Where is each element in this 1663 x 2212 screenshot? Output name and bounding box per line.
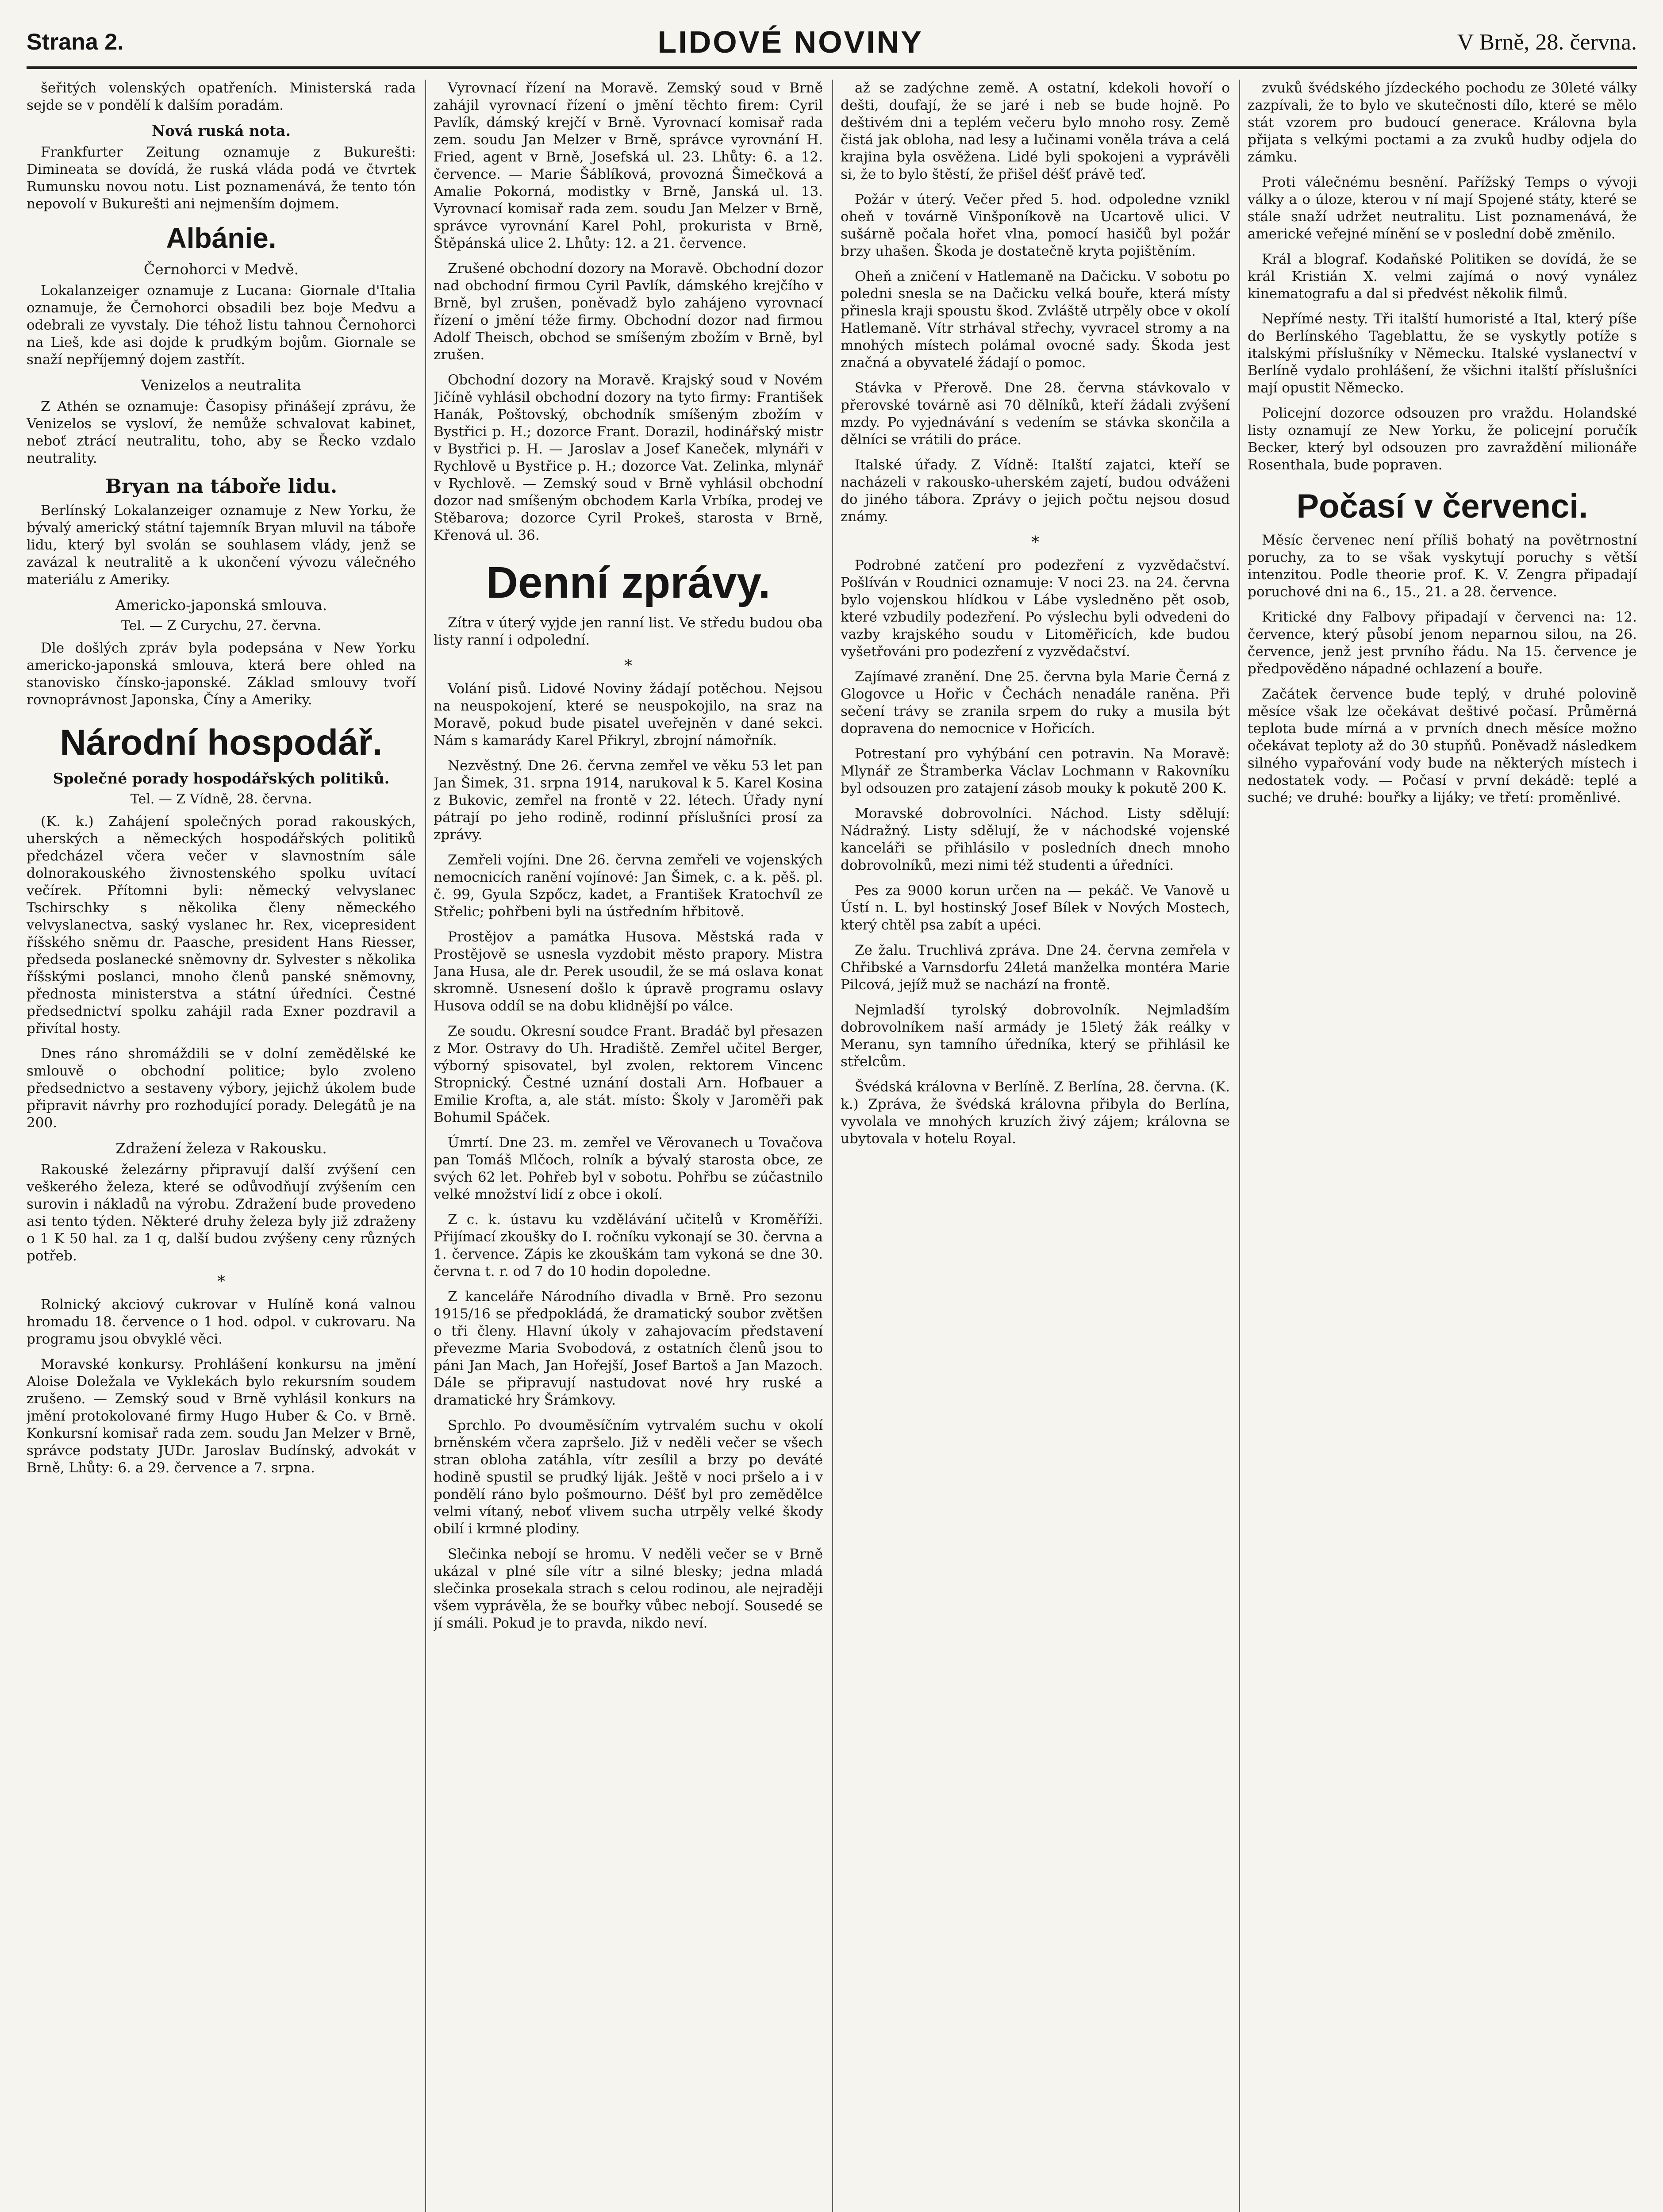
article-text: Volání pisů. Lidové Noviny žádají potěchou. Nejsou na neuspokojení, které se neuspokojilo, na sraz na Moravě, pokud bude pisatel uveřejněn v dané sekci. Nám s kamarády Karel Přikryl, zbrojní námořník.	[434, 681, 823, 749]
dateline: Tel. — Z Vídně, 28. června.	[130, 791, 312, 807]
article-text: Úmrtí. Dne 23. m. zemřel ve Věrovanech u Tovačova pan Tomáš Mlčoch, rolník a bývalý starosta obce, ze svých 62 let. Pohřeb byl v sobotu. Pohřbu se zúčastnilo velké množství lidí z obce i okolí.	[434, 1135, 823, 1202]
section-heading: Bryan na táboře lidu.	[105, 475, 338, 498]
separator: *	[624, 657, 632, 675]
article-text: Moravské konkursy. Prohlášení konkursu na jmění Aloise Doležala ve Vyklekách bylo rekursním soudem zrušeno. — Zemský soud v Brně vyhlásil konkurs na jmění protokolované firmy Hugo Huber & Co. v Brně. Konkursní komisař rada zem. soudu Jan Melzer v Brně, správce podstaty JUDr. Jaroslav Budínský, advokát v Brně, Lhůty: 6. a 29. července a 7. srpna.	[27, 1356, 416, 1476]
newspaper-title: LIDOVÉ NOVINY	[657, 25, 923, 59]
dateline: Tel. — Z Curychu, 27. června.	[121, 618, 321, 634]
article-text: Zajímavé zranění. Dne 25. června byla Marie Černá z Glogovce u Hořic v Čechách nenadále raněna. Při sečení trávy se zranila srpem do ruky a musila být dopravena do nemocnice v Hořicích.	[841, 669, 1230, 737]
article-text: Rakouské železárny připravují další zvýšení cen veškerého železa, které se odůvodňují zvýšením cen surovin i nákladů na výrobu. Zdražení bude provedeno asi tento týden. Některé druhy železa byly již zdraženy o 1 K 50 hal. za 1 q, další budou zvýšeny ceny různých potřeb.	[27, 1162, 416, 1264]
masthead	[27, 18, 1637, 69]
article-text: Italské úřady. Z Vídně: Italští zajatci, kteří se nacházeli v rakousko-uherském zajetí, budou odváženi do jiného tábora. Zprávy o jejich počtu nejsou dosud známy.	[841, 457, 1230, 525]
section-subtitle: Společné porady hospodářských politiků.	[53, 770, 390, 787]
column-rule	[1239, 80, 1240, 2212]
article-text: Berlínský Lokalanzeiger oznamuje z New Yorku, že bývalý americký státní tajemník Bryan mluvil na táboře lidu, který byl svolán se souhlasem vlády, jenž se zavázal k neutralitě a k ukončení vývozu válečného materiálu z Ameriky.	[27, 503, 416, 588]
newspaper-page	[27, 18, 1637, 2212]
section-subtitle: Americko-japonská smlouva.	[115, 596, 327, 614]
article-text: Ze žalu. Truchlivá zpráva. Dne 24. června zemřela v Chřibské a Varnsdorfu 24letá manželka montéra Marie Pilcová, jejíž muž se nachází na frontě.	[841, 942, 1230, 993]
article-text: Dnes ráno shromáždili se v dolní zemědělské ke smlouvě o obchodní politice; bylo zvoleno předsednictvo a sestaveny výbory, jejichž úkolem bude připravit návrhy pro rozhodující porady. Delegátů je na 200.	[27, 1046, 416, 1131]
column-3	[841, 80, 1230, 2212]
article-text: Lokalanzeiger oznamuje z Lucana: Giornale d'Italia oznamuje, že Černohorci obsadili bez boje Medvu a odebrali ze vyvstaly. Die téhož listu tahnou Černohorci na Lieš, kde asi dojde k prudkým bojům. Giornale se snaží nepříjemný dojem zastřít.	[27, 283, 416, 368]
article-text: Slečinka nebojí se hromu. V neděli večer se v Brně ukázal v plné síle vítr a silné blesky; jedna mladá slečinka prosekala strach s celou rodinou, ale nejraději všem vyprávěla, že se bouřky vůbec nebojí. Sousedé se jí smáli. Pokud je to pravda, nikdo neví.	[434, 1546, 823, 1631]
separator: *	[217, 1273, 225, 1291]
article-text: (K. k.) Zahájení společných porad rakouských, uherských a německých hospodářských politiků předcházel včera večer v slavnostním sále dolnorakouského živnostenského spolku uvítací večírek. Přítomni byli: německý velvyslanec Tschirschky s několika členy německého velvyslanectva, saský vyslanec hr. Rex, vicepresident říšského sněmu dr. Paasche, president Hans Riesser, předseda poslanecké sněmovny dr. Sylvester s několika říšskými poslanci, mnoho členů panské sněmovny, přednosta ministerstva a státní úředníci. Čestné předsednictví spolku zahájil rada Exner pozdravil a přivítal hosty.	[27, 814, 416, 1037]
section-heading: Albánie.	[166, 222, 277, 254]
article-text: Podrobné zatčení pro podezření z vyzvědačství. Pošlíván v Roudnici oznamuje: V noci 23. na 24. června bylo vojenskou hlídkou v Lábe vysledněno pět osob, které vzbudily podezření. Po výslechu byli odvedeni do vazby krajského soudu v Litoměřicích, kde budou vyšetřováni pro podezření z vyzvědačství.	[841, 557, 1230, 660]
article-text: Moravské dobrovolníci. Náchod. Listy sdělují: Nádražný. Listy sdělují, že v náchodské vojenské kanceláři se přihlásilo v posledních dnech mnoho dobrovolníků, mezi nimi též studenti a úředníci.	[841, 806, 1230, 873]
article-text: Sprchlo. Po dvouměsíčním vytrvalém suchu v okolí brněnském včera zapršelo. Již v neděli večer se všech stran obloha zatáhla, vítr zesílil a brzy po deváté hodině spustil se prudký liják. Ještě v noci pršelo a i v pondělí ráno bylo pošmourno. Déšť byl pro zemědělce velmi vítaný, neboť vlivem sucha utrpěly velké škody obilí i krmné plodiny.	[434, 1417, 823, 1537]
article-text: šeřitých volenských opatřeních. Ministerská rada sejde se v pondělí k dalším poradám.	[27, 80, 416, 113]
article-text: Policejní dozorce odsouzen pro vraždu. Holandské listy oznamují ze New Yorku, že policejní poručík Becker, který byl odsouzen pro zavraždění milionáře Rosenthala, bude popraven.	[1248, 405, 1637, 473]
column-2	[434, 80, 823, 2212]
article-text: Dle došlých zpráv byla podepsána v New Yorku americko-japonská smlouva, která bere ohled na stanovisko čínsko-japonské. Základ smlouvy tvoří rovnoprávnost Japonska, Číny a Ameriky.	[27, 640, 416, 708]
column-1	[27, 80, 416, 2212]
article-text: Zítra v úterý vyjde jen ranní list. Ve středu budou oba listy ranní i odpolední.	[434, 615, 823, 648]
section-heading: Počasí v červenci.	[1296, 488, 1588, 525]
column-rule	[425, 80, 426, 2212]
article-text: zvuků švédského jízdeckého pochodu ze 30leté války zazpívali, že to bylo ve skutečnosti dílo, které se mělo stát vzorem pro budoucí generace. Královna byla přijata s velkými poctami a za zvuků hudby odjela do zámku.	[1248, 80, 1637, 165]
article-text: Obchodní dozory na Moravě. Krajský soud v Novém Jičíně vyhlásil obchodní dozory na tyto firmy: František Hanák, Poštovský, obchodník smíšeným zbožím v Bystřici p. H.; dozorce Frant. Dorazil, hodinářský mistr v Bystřici p. H. — Jaroslav a Josef Kaneček, mlynáři v Rychlově u Bystřice p. H.; dozorce Vat. Zelinka, mlynář v Rychlově. — Zemský soud v Brně vyhlásil obchodní dozor nad smíšeným obchodem Karla Vrbíka, prodej ve Stěbarova; dozorce Cyril Prokeš, starosta v Brně, Křenová ul. 36.	[434, 372, 823, 543]
article-text: Z c. k. ústavu ku vzdělávání učitelů v Kroměříži. Přijímací zkoušky do I. ročníku vykonají se 30. června a 1. července. Zápis ke zkouškám tam vykoná se dne 30. června t. r. od 7 do 10 hodin dopoledne.	[434, 1212, 823, 1279]
article-text: Ze soudu. Okresní soudce Frant. Bradáč byl přesazen z Mor. Ostravy do Uh. Hradiště. Zemřel učitel Berger, výborný spisovatel, byl zvolen, rektorem Vincenc Stropnický. Čestné uznání dostali Arn. Hofbauer a Emilie Krofta, a, ale stát. místo: Školy v Jaroměři pak Bohumil Spáček.	[434, 1023, 823, 1125]
article-text: Rolnický akciový cukrovar v Hulíně koná valnou hromadu 18. července o 1 hod. odpol. v cukrovaru. Na programu jsou obvyklé věci.	[27, 1297, 416, 1347]
section-subtitle: Venizelos a neutralita	[141, 376, 301, 394]
article-text: Zemřeli vojíni. Dne 26. června zemřeli ve vojenských nemocnicích ranění vojínové: Jan Šimek, c. a k. pěš. pl. č. 99, Gyula Szpőcz, kadet, a František Kratochvíl ze Střelic; pohřbeni byli na ústředním hřbitově.	[434, 852, 823, 920]
section-subtitle: Černohorci v Medvě.	[143, 261, 299, 278]
article-text: Měsíc červenec není příliš bohatý na povětrnostní poruchy, za to se však vyskytují poruchy s větší intenzitou. Podle theorie prof. K. V. Zengra připadají poruchové dni na 6., 15., 21. a 28. července.	[1248, 532, 1637, 600]
column-4	[1248, 80, 1637, 2212]
article-text: Král a blograf. Kodaňské Politiken se dovídá, že se král Kristián X. velmi zajímá o nový vynález kinematografu a dal si předvést několik filmů.	[1248, 251, 1637, 302]
section-subtitle: Zdražení železa v Rakousku.	[115, 1140, 327, 1157]
article-text: Z Athén se oznamuje: Časopisy přinášejí zprávu, že Venizelos se vysloví, že nemůže schvalovat kabinet, neboť ztrácí neutralitu, toho, aby se Řecko vzdalo neutrality.	[27, 399, 416, 466]
article-text: až se zadýchne země. A ostatní, kdekoli hovoří o dešti, doufají, že se jaré i neb se bude hojně. Po deštivém dni a teplém večeru bylo mnoho rosy. Země čistá jak obloha, nad lesy a lučinami voněla tráva a celá krajina byla osvěžena. Lidé byli spokojeni a vyprávěli si, že to bylo štěstí, že přišel déšť právě teď.	[841, 80, 1230, 182]
article-text: Vyrovnací řízení na Moravě. Zemský soud v Brně zahájil vyrovnací řízení o jmění těchto firem: Cyril Pavlík, dámský krejčí v Brně. Vyrovnací komisař rada zem. soudu Jan Melzer v Brně, správce vyrovnání H. Fried, agent v Brně, Josefská ul. 23. Lhůty: 6. a 12. července. — Marie Šáblíková, provozná Šimečková a Amalie Pokorná, modistky v Brně, Janská ul. 13. Vyrovnací komisař rada zem. soudu Jan Melzer v Brně, správce vyrovnání Karel Pohl, prokurista v Brně, Štěpánská ulice 2. Lhůty: 12. a 21. července.	[434, 80, 823, 251]
section-heading: Národní hospodář.	[60, 722, 383, 763]
article-text: Oheň a zničení v Hatlemaně na Dačicku. V sobotu po poledni snesla se na Dačicku velká bouře, která místy přinesla kraji spoustu škod. Zvláště utrpěly obce v okolí Hatlemaně. Vítr strhával střechy, vyvracel stromy a na mnohých místech polámal ovocné sady. Škoda jest značná a obyvatelé žádají o pomoc.	[841, 269, 1230, 371]
article-text: Stávka v Přerově. Dne 28. června stávkovalo v přerovské továrně asi 70 dělníků, kteří žádali zvýšení mzdy. Po vyjednávání s vedením se stávka skončila a dělníci se vrátili do práce.	[841, 380, 1230, 448]
section-heading: Denní zprávy.	[486, 558, 771, 607]
article-text: Švédská královna v Berlíně. Z Berlína, 28. června. (K. k.) Zpráva, že švédská královna přibyla do Berlína, vyvolala ve mnohých kruzích živý zájem; královna se ubytovala v hotelu Royal.	[841, 1079, 1230, 1147]
article-text: Kritické dny Falbovy připadají v červenci na: 12. července, který působí jenom neparnou silou, na 26. července, jenž jest prvního řádu. Na 15. července je předpověděno nápadné ochlazení a bouře.	[1248, 609, 1637, 677]
article-text: Zrušené obchodní dozory na Moravě. Obchodní dozor nad obchodní firmou Cyril Pavlík, dámského krejčího v Brně, byl zrušen, poněvadž bylo zahájeno vyrovnací řízení o jmění téže firmy. Obchodní dozor nad firmou Adolf Theisch, obchod se smíšeným zbožím v Brně, byl zrušen.	[434, 261, 823, 363]
article-text: Požár v úterý. Večer před 5. hod. odpoledne vznikl oheň v továrně Vinšponíkově na Ucartově ulici. V sušárně počala hořet vlna, pomocí hasičů byl požár brzy uhašen. Škoda je dostatečně kryta pojištěním.	[841, 192, 1230, 259]
article-text: Nepřímé nesty. Tři italští humoristé a Ital, který píše do Berlínského Tageblattu, že se vyskytly potíže s italskými příslušníky v Německu. Italské vyslanectví v Berlíně vydalo prohlášení, že všichni italští příslušníci mají opustit Německo.	[1248, 311, 1637, 396]
section-subtitle: Nová ruská nota.	[151, 122, 291, 139]
issue-date: V Brně, 28. června.	[1457, 29, 1637, 55]
article-text: Začátek července bude teplý, v druhé polovině měsíce však lze očekávat deštivé počasí. Průměrná teplota bude mírná a v prvních dnech měsíce možno očekávat teploty až do 30 stupňů. Poněvadž následkem silného vypařování vody bude na některých místech i nedostatek vody. — Počasí v první dekádě: teplé a suché; ve druhé: bouřky a lijáky; ve třetí: proměnlivé.	[1248, 686, 1637, 806]
article-text: Pes za 9000 korun určen na — pekáč. Ve Vanově u Ústí n. L. byl hostinský Josef Bílek v Nových Mostech, který chtěl psa zabít a upéci.	[841, 883, 1230, 933]
article-text: Nezvěstný. Dne 26. června zemřel ve věku 53 let pan Jan Šimek, 31. srpna 1914, narukoval k 5. Karel Kosina z Bukovic, zemřel na frontě v 22. létech. Úřady nyní pátrají po jeho rodině, rodinní příslušníci prosí za zprávy.	[434, 758, 823, 843]
column-rule	[832, 80, 833, 2212]
article-text: Frankfurter Zeitung oznamuje z Bukurešti: Dimineata se dovídá, že ruská vláda podá ve čtvrtek Rumunsku novou notu. List poznamenává, že tento tón nepovolí v Bukurešti ani nejmenším dojmem.	[27, 144, 416, 212]
article-text: Z kanceláře Národního divadla v Brně. Pro sezonu 1915/16 se předpokládá, že dramatický soubor zvětšen o tři členy. Hlavní úkoly v zahajovacím představení převezme Maria Svobodová, z ostatních členů jsou to páni Jan Mach, Jan Hořejší, Josef Bartoš a Jan Mazoch. Dále se připravují nastudovat nové hry ruské a dramatické hry Šrámkovy.	[434, 1289, 823, 1408]
article-text: Prostějov a památka Husova. Městská rada v Prostějově se usnesla vyzdobit město prapory. Mistra Jana Husa, ale dr. Perek usoudil, že se má oslava konat skromně. Usnesení došlo k úpravě programu oslavy Husova oddíl se na dobu klidnější po válce.	[434, 929, 823, 1014]
article-text: Nejmladší tyrolský dobrovolník. Nejmladším dobrovolníkem naší armády je 15letý žák reálky v Meranu, syn tamního úředníka, který se přihlásil ke střelcům.	[841, 1002, 1230, 1070]
page-number: Strana 2.	[27, 29, 124, 55]
article-text: Proti válečnému besnění. Pařížský Temps o vývoji války a o úloze, kterou v ní mají Spojené státy, které se stále snaží udržet neutralitu. List poznamenává, že americké veřejné mínění se v poslední době změnilo.	[1248, 174, 1637, 242]
article-text: Potrestaní pro vyhýbání cen potravin. Na Moravě: Mlynář ze Štramberka Václav Lochmann v Rakovníku byl odsouzen pro zatajení zásob mouky k pokutě 200 K.	[841, 746, 1230, 796]
separator: *	[1031, 534, 1039, 552]
